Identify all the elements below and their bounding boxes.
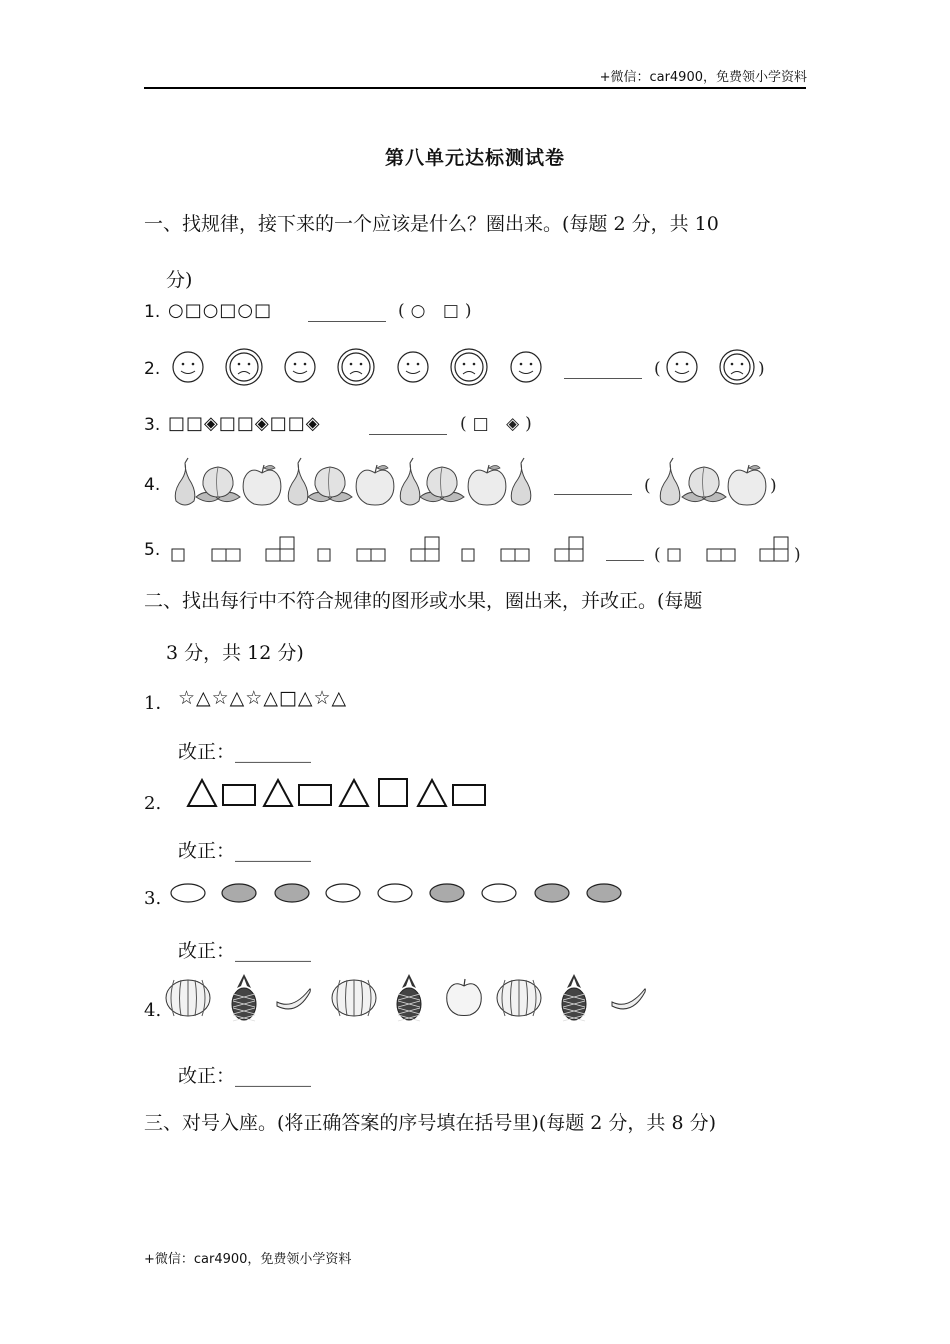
sad-face-icon bbox=[451, 349, 487, 385]
s1-q3-number: 3. bbox=[144, 415, 161, 435]
svg-text:(: ( bbox=[644, 476, 651, 496]
s1-q5-number: 5. bbox=[144, 540, 161, 560]
section3-heading: 三、对号入座。(将正确答案的序号填在括号里)(每题 2 分，共 8 分) bbox=[144, 1112, 716, 1134]
s1-q2-number: 2. bbox=[144, 359, 161, 379]
section2-heading: 二、找出每行中不符合规律的图形或水果，圈出来，并改正。(每题 bbox=[144, 590, 703, 612]
apple-icon bbox=[356, 465, 394, 505]
s1-q4-fruits bbox=[0, 455, 560, 515]
s1-q1-choices[interactable]: (○ □) bbox=[398, 301, 478, 321]
smile-face-icon bbox=[285, 352, 315, 382]
pear-icon bbox=[660, 458, 680, 505]
pear-icon bbox=[288, 458, 308, 505]
oval-shape bbox=[378, 884, 412, 902]
svg-text:): ) bbox=[758, 359, 765, 379]
s1-q1-number: 1. bbox=[144, 302, 161, 322]
section1-heading-cont: 分) bbox=[166, 269, 193, 291]
s1-q2-choices[interactable] bbox=[650, 345, 790, 395]
page-title: 第八单元达标测试卷 bbox=[384, 147, 565, 169]
oval-shape bbox=[535, 884, 569, 902]
s2-q4-number: 4. bbox=[144, 1000, 162, 1021]
pear-icon bbox=[175, 458, 195, 505]
banana-icon bbox=[277, 989, 310, 1009]
apple-icon bbox=[243, 465, 281, 505]
s2-q1-fix[interactable]: 改正：________ bbox=[178, 741, 312, 763]
oval-shape bbox=[275, 884, 309, 902]
s2-q2-number: 2. bbox=[144, 793, 162, 814]
smile-face-icon bbox=[511, 352, 541, 382]
s1-q5-answer-blank[interactable] bbox=[606, 560, 644, 561]
section1-heading: 一、找规律，接下来的一个应该是什么？圈出来。(每题 2 分，共 10 bbox=[144, 213, 719, 235]
s1-q4-number: 4. bbox=[144, 475, 161, 495]
pineapple-icon bbox=[397, 974, 421, 1021]
s2-q3-ovals bbox=[165, 880, 645, 910]
header-text: +微信：car4900，免费领小学资料 bbox=[599, 70, 807, 85]
header-rule bbox=[144, 87, 806, 89]
s1-q5-blocks bbox=[0, 530, 660, 570]
smile-face-icon bbox=[398, 352, 428, 382]
oval-shape bbox=[430, 884, 464, 902]
s1-q3-sequence: □□◈□□◈□□◈ bbox=[168, 413, 321, 434]
smile-face-icon bbox=[667, 352, 697, 382]
section2-heading-cont: 3 分，共 12 分) bbox=[166, 642, 304, 664]
s1-q2-faces bbox=[0, 345, 600, 395]
apple-icon bbox=[447, 979, 482, 1016]
s1-q3-choices[interactable]: (□ ◈) bbox=[460, 414, 538, 434]
s1-q2-answer-blank[interactable] bbox=[564, 378, 642, 379]
svg-text:): ) bbox=[770, 476, 777, 496]
pear-icon bbox=[400, 458, 420, 505]
apple-icon bbox=[728, 465, 766, 505]
pineapple-icon bbox=[562, 974, 586, 1021]
s1-q3-answer-blank[interactable] bbox=[369, 434, 447, 435]
oval-shape bbox=[482, 884, 516, 902]
svg-text:(: ( bbox=[654, 545, 661, 565]
peach-icon bbox=[420, 467, 464, 502]
smile-face-icon bbox=[173, 352, 203, 382]
svg-text:): ) bbox=[794, 545, 801, 565]
oval-shape bbox=[326, 884, 360, 902]
oval-shape bbox=[587, 884, 621, 902]
watermelon-icon bbox=[332, 980, 376, 1016]
watermelon-icon bbox=[497, 980, 541, 1016]
svg-text:(: ( bbox=[654, 359, 661, 379]
s2-q1-number: 1． bbox=[144, 693, 174, 714]
peach-icon bbox=[308, 467, 352, 502]
peach-icon bbox=[196, 467, 240, 502]
peach-icon bbox=[682, 467, 726, 502]
s2-q2-fix[interactable]: 改正：________ bbox=[178, 840, 312, 862]
s1-q5-choices[interactable] bbox=[650, 530, 810, 570]
s2-q3-number: 3. bbox=[144, 888, 162, 909]
oval-shape bbox=[222, 884, 256, 902]
s1-q4-answer-blank[interactable] bbox=[554, 494, 632, 495]
apple-icon bbox=[468, 465, 506, 505]
s2-q3-fix[interactable]: 改正：________ bbox=[178, 940, 312, 962]
sad-face-icon bbox=[338, 349, 374, 385]
footer-text: +微信：car4900，免费领小学资料 bbox=[144, 1252, 352, 1267]
oval-shape bbox=[171, 884, 205, 902]
s1-q1-answer-blank[interactable] bbox=[308, 321, 386, 322]
watermelon-icon bbox=[166, 980, 210, 1016]
s1-q1-sequence: ○□○□○□ bbox=[168, 300, 273, 321]
sad-face-icon bbox=[226, 349, 262, 385]
s2-q1-sequence: ☆△☆△☆△□△☆△ bbox=[178, 687, 348, 709]
banana-icon bbox=[612, 989, 645, 1009]
pear-icon bbox=[511, 458, 531, 505]
s2-q4-fruits bbox=[160, 968, 660, 1028]
sad-face-icon bbox=[720, 350, 754, 384]
s2-q2-shapes bbox=[185, 776, 505, 816]
s1-q4-choices[interactable] bbox=[640, 455, 780, 515]
s2-q4-fix[interactable]: 改正：________ bbox=[178, 1065, 312, 1087]
pineapple-icon bbox=[232, 974, 256, 1021]
